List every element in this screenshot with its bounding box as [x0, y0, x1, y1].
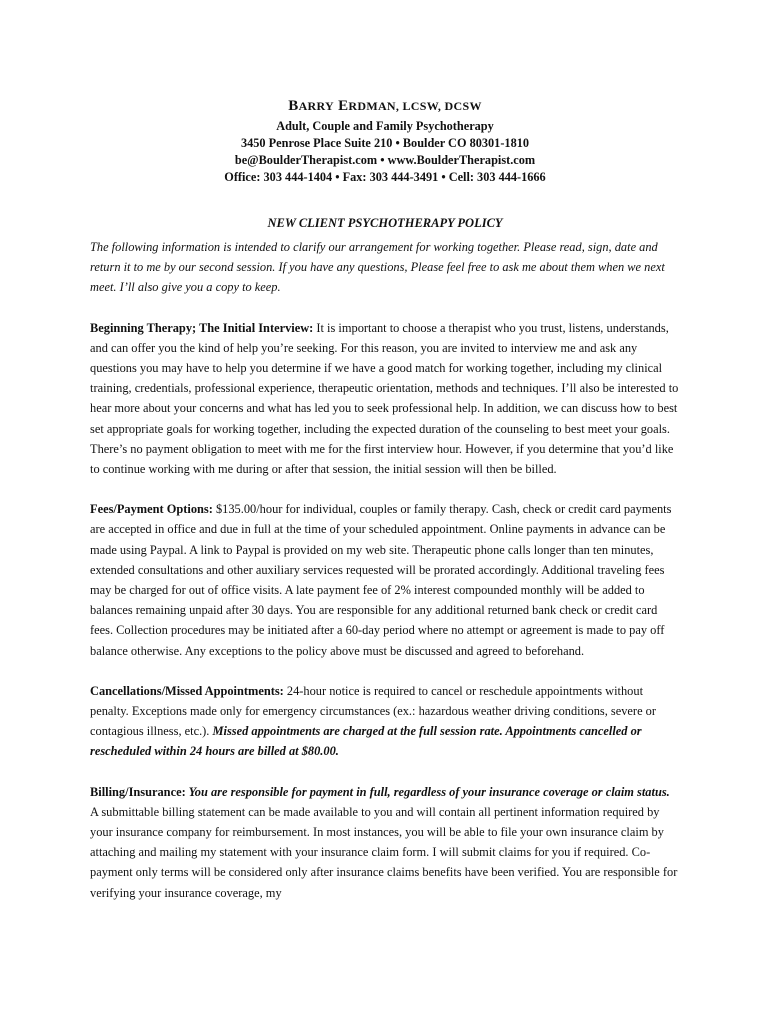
section-beginning-therapy	[90, 318, 680, 480]
section-cancellations	[90, 681, 680, 762]
name-last-initial: E	[338, 98, 349, 114]
intro-paragraph: The following information is intended to clarify our arrangement for working together. Please read, sign, date and return it to me by our second session. If you have any questions, Please feel free to ask me about them when we next meet. I’ll also give you a copy to keep.	[90, 240, 665, 295]
section-billing	[90, 782, 680, 903]
name-credentials: , LCSW, DCSW	[395, 99, 482, 113]
phone-numbers: Office: 303 444-1404 • Fax: 303 444-3491 • Cell: 303 444-1666	[224, 170, 546, 184]
section-text: It is important to choose a therapist who you trust, listens, understands, and can offer you the kind of help you’re seeking. For this reason, you are invited to interview me and ask any questions you may have to help you determine if we have a good match for working together, including my clinical training, credentials, professional experience, therapeutic orientation, methods and techniques. I’ll also be interested to hear more about your concerns and what has led you to seek professional help. In addition, we can discuss how to best set appropriate goals for working together, including the expected duration of the counseling to best meet your goals. There’s no payment obligation to meet with me for the first interview hour. However, if you determine that you’d like to continue working with me during or after that session, the initial session will then be billed.	[90, 320, 679, 477]
letterhead	[90, 98, 680, 186]
practice-subtitle: Adult, Couple and Family Psychotherapy	[276, 119, 494, 133]
name-first-rest: ARRY	[298, 99, 335, 113]
section-label: Fees/Payment Options:	[90, 502, 213, 517]
section-emphasis: Missed appointments are charged at the full session rate. Appointments cancelled or rescheduled within 24 hours are billed at $80.00.	[90, 724, 642, 759]
section-fees	[90, 499, 680, 661]
email-website: be@BoulderTherapist.com • www.BoulderTherapist.com	[234, 153, 536, 167]
therapist-name	[90, 98, 680, 115]
section-text: $135.00/hour for individual, couples or family therapy. Cash, check or credit card payments are accepted in office and due in full at the time of your scheduled appointment. Online payments in advance can be made using Paypal. A link to Paypal is provided on my web site. Therapeutic phone calls longer than ten minutes, extended consultations and other auxiliary services requested will be prorated accordingly. Additional traveling fees may be charged for out of office visits. A late payment fee of 2% interest compounded monthly will be added to balances remaining unpaid after 30 days. You are responsible for any additional returned bank check or credit card fees. Collection procedures may be initiated after a 60-day period where no attempt or agreement is made to pay off balance otherwise. Any exceptions to the policy above must be discussed and agreed to beforehand.	[90, 502, 672, 658]
office-address: 3450 Penrose Place Suite 210 • Boulder CO 80301-1810	[240, 136, 530, 150]
name-first-initial: B	[288, 98, 299, 114]
section-emphasis: You are responsible for payment in full, regardless of your insurance coverage or claim status.	[185, 784, 670, 799]
policy-title: NEW CLIENT PSYCHOTHERAPY POLICY	[267, 216, 503, 230]
section-text: 24-hour notice is required to cancel or reschedule appointments without penalty. Exceptions made only for emergency circumstances (ex.: hazardous weather driving conditions, severe or contagious illness, etc.).	[90, 683, 656, 739]
section-label: Billing/Insurance:	[90, 784, 186, 799]
section-label: Beginning Therapy; The Initial Interview:	[90, 320, 314, 335]
name-last-rest: RDMAN	[348, 99, 396, 113]
section-text: A submittable billing statement can be made available to you and will contain all pertinent information required by your insurance company for reimbursement. In most instances, you will be able to file your own insurance claim by attaching and mailing my statement with your insurance claim form. I will submit claims for you if required. Co-payment only terms will be considered only after insurance claims benefits have been verified. You are responsible for verifying your insurance coverage, my	[90, 804, 678, 900]
section-label: Cancellations/Missed Appointments:	[90, 683, 284, 698]
